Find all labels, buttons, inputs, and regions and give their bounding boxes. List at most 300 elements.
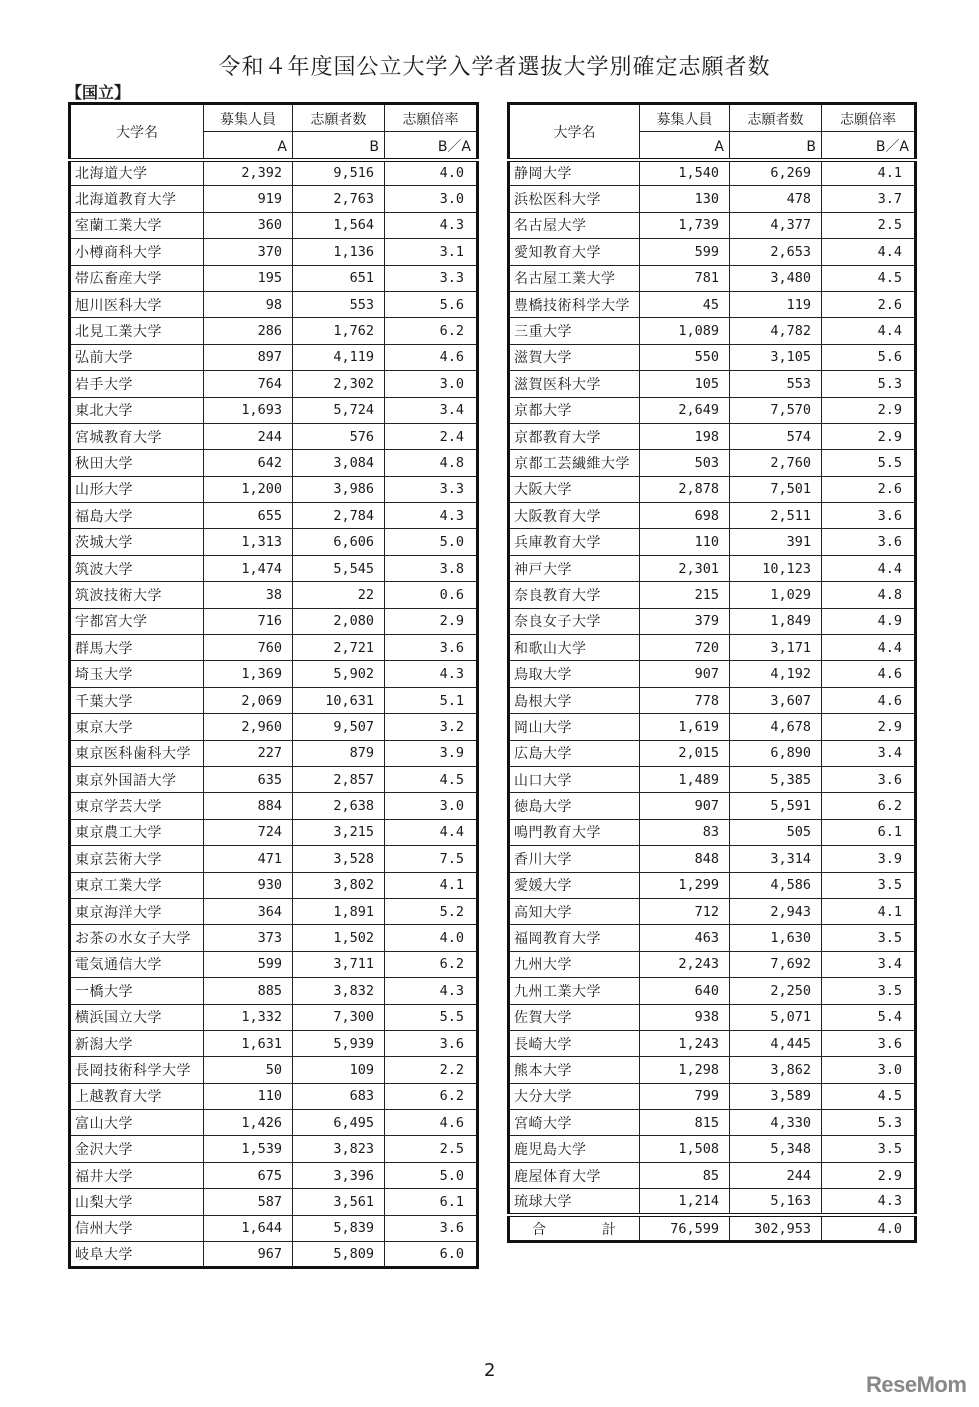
table-row	[70, 925, 478, 951]
ratio-value: 4.1	[822, 160, 916, 186]
university-name: 香川大学	[509, 846, 640, 872]
applicants-value: 5,348	[730, 1136, 822, 1162]
university-name: 神戸大学	[509, 555, 640, 581]
ratio-value: 5.4	[822, 1004, 916, 1030]
capacity-value: 760	[204, 635, 293, 661]
capacity-value: 599	[640, 239, 730, 265]
applicants-value: 2,302	[293, 371, 385, 397]
table-row	[70, 846, 478, 872]
capacity-value: 1,426	[204, 1110, 293, 1136]
capacity-value: 907	[640, 661, 730, 687]
table-row	[509, 212, 916, 238]
table-row	[509, 898, 916, 924]
table-row	[70, 265, 478, 291]
university-name: 北海道大学	[70, 160, 204, 186]
applicants-value: 478	[730, 186, 822, 212]
total-row	[509, 1215, 916, 1241]
capacity-value: 897	[204, 344, 293, 370]
capacity-value: 286	[204, 318, 293, 344]
applicants-value: 3,528	[293, 846, 385, 872]
ratio-value: 5.5	[822, 450, 916, 476]
capacity-value: 1,693	[204, 397, 293, 423]
ratio-value: 4.0	[385, 925, 478, 951]
university-name: 山口大学	[509, 766, 640, 792]
capacity-value: 599	[204, 951, 293, 977]
ratio-value: 3.5	[822, 872, 916, 898]
university-name: 兵庫教育大学	[509, 529, 640, 555]
applicants-value: 5,839	[293, 1215, 385, 1241]
applicants-value: 1,762	[293, 318, 385, 344]
applicants-value: 4,782	[730, 318, 822, 344]
capacity-value: 105	[640, 371, 730, 397]
applicants-value: 3,215	[293, 819, 385, 845]
capacity-value: 1,298	[640, 1057, 730, 1083]
table-row	[70, 978, 478, 1004]
university-name: 信州大学	[70, 1215, 204, 1241]
applicants-value: 9,516	[293, 160, 385, 186]
table-row	[70, 740, 478, 766]
applicants-value: 1,136	[293, 239, 385, 265]
table-row	[509, 978, 916, 1004]
university-name: 愛媛大学	[509, 872, 640, 898]
applicants-value: 553	[730, 371, 822, 397]
ratio-value: 2.6	[822, 291, 916, 317]
table-row	[509, 872, 916, 898]
capacity-value: 720	[640, 635, 730, 661]
university-name: 秋田大学	[70, 450, 204, 476]
table-row	[509, 1189, 916, 1215]
table-row	[509, 687, 916, 713]
capacity-value: 655	[204, 503, 293, 529]
applicants-value: 4,119	[293, 344, 385, 370]
table-row	[509, 291, 916, 317]
applicants-value: 7,501	[730, 476, 822, 502]
table-row	[70, 793, 478, 819]
table-row	[509, 555, 916, 581]
table-row	[70, 1004, 478, 1030]
header-applicants: 志願者数	[293, 104, 385, 132]
capacity-value: 1,313	[204, 529, 293, 555]
ratio-value: 4.1	[385, 872, 478, 898]
applicants-value: 119	[730, 291, 822, 317]
ratio-value: 3.8	[385, 555, 478, 581]
ratio-value: 6.2	[385, 1083, 478, 1109]
table-row	[70, 397, 478, 423]
table-row	[70, 503, 478, 529]
university-name: 豊橋技術科学大学	[509, 291, 640, 317]
university-name: 東北大学	[70, 397, 204, 423]
university-name: 琉球大学	[509, 1189, 640, 1215]
ratio-value: 3.0	[385, 793, 478, 819]
capacity-value: 2,301	[640, 555, 730, 581]
table-row	[70, 766, 478, 792]
capacity-value: 98	[204, 291, 293, 317]
capacity-value: 370	[204, 239, 293, 265]
university-name: 富山大学	[70, 1110, 204, 1136]
ratio-value: 3.4	[822, 740, 916, 766]
ratio-value: 3.6	[822, 1030, 916, 1056]
applicants-table-right	[507, 102, 917, 1243]
ratio-value: 2.9	[385, 608, 478, 634]
university-name: 広島大学	[509, 740, 640, 766]
capacity-value: 642	[204, 450, 293, 476]
university-name: 鳴門教育大学	[509, 819, 640, 845]
applicants-value: 2,080	[293, 608, 385, 634]
applicants-value: 10,631	[293, 687, 385, 713]
capacity-value: 716	[204, 608, 293, 634]
table-row	[70, 291, 478, 317]
capacity-value: 778	[640, 687, 730, 713]
capacity-value: 503	[640, 450, 730, 476]
university-name: 山形大学	[70, 476, 204, 502]
applicants-value: 553	[293, 291, 385, 317]
university-name: 滋賀大学	[509, 344, 640, 370]
ratio-value: 6.2	[385, 318, 478, 344]
applicants-value: 10,123	[730, 555, 822, 581]
applicants-value: 1,849	[730, 608, 822, 634]
capacity-value: 698	[640, 503, 730, 529]
table-row	[70, 344, 478, 370]
resemom-logo: ReseMom	[866, 1372, 967, 1397]
applicants-value: 3,171	[730, 635, 822, 661]
applicants-value: 244	[730, 1162, 822, 1188]
ratio-value: 5.0	[385, 1162, 478, 1188]
table-row	[509, 925, 916, 951]
capacity-value: 712	[640, 898, 730, 924]
applicants-value: 1,564	[293, 212, 385, 238]
university-name: 和歌山大学	[509, 635, 640, 661]
ratio-value: 4.6	[385, 1110, 478, 1136]
applicants-value: 5,071	[730, 1004, 822, 1030]
table-row	[509, 661, 916, 687]
applicants-value: 3,561	[293, 1189, 385, 1215]
university-name: 鹿屋体育大学	[509, 1162, 640, 1188]
table-row	[70, 555, 478, 581]
university-name: 宇都宮大学	[70, 608, 204, 634]
capacity-value: 1,200	[204, 476, 293, 502]
university-name: 群馬大学	[70, 635, 204, 661]
applicants-value: 651	[293, 265, 385, 291]
capacity-value: 2,878	[640, 476, 730, 502]
table-row	[509, 714, 916, 740]
ratio-value: 3.6	[822, 766, 916, 792]
table-row	[70, 898, 478, 924]
ratio-value: 4.0	[385, 160, 478, 186]
header-university-name: 大学名	[70, 104, 204, 160]
header-ratio: 志願倍率	[385, 104, 478, 132]
ratio-value: 3.0	[385, 371, 478, 397]
table-row	[70, 423, 478, 449]
university-name: 名古屋大学	[509, 212, 640, 238]
capacity-value: 195	[204, 265, 293, 291]
applicants-value: 683	[293, 1083, 385, 1109]
table-row	[509, 740, 916, 766]
ratio-value: 3.9	[385, 740, 478, 766]
applicants-value: 4,678	[730, 714, 822, 740]
university-name: 千葉大学	[70, 687, 204, 713]
applicants-value: 3,314	[730, 846, 822, 872]
university-name: 鳥取大学	[509, 661, 640, 687]
header-capacity: 募集人員	[204, 104, 293, 132]
ratio-value: 6.2	[385, 951, 478, 977]
table-row	[70, 1136, 478, 1162]
ratio-value: 2.9	[822, 397, 916, 423]
applicants-value: 2,784	[293, 503, 385, 529]
ratio-value: 4.3	[385, 503, 478, 529]
ratio-value: 2.4	[385, 423, 478, 449]
university-name: 旭川医科大学	[70, 291, 204, 317]
applicants-value: 505	[730, 819, 822, 845]
capacity-value: 45	[640, 291, 730, 317]
capacity-value: 85	[640, 1162, 730, 1188]
ratio-value: 5.0	[385, 529, 478, 555]
applicants-value: 22	[293, 582, 385, 608]
capacity-value: 2,015	[640, 740, 730, 766]
applicants-value: 3,105	[730, 344, 822, 370]
applicants-value: 3,711	[293, 951, 385, 977]
table-row	[70, 371, 478, 397]
ratio-value: 4.3	[385, 978, 478, 1004]
applicants-value: 1,891	[293, 898, 385, 924]
ratio-value: 2.9	[822, 714, 916, 740]
capacity-value: 587	[204, 1189, 293, 1215]
ratio-value: 6.2	[822, 793, 916, 819]
table-row	[509, 1030, 916, 1056]
applicants-value: 3,823	[293, 1136, 385, 1162]
table-row	[509, 371, 916, 397]
university-name: 東京大学	[70, 714, 204, 740]
ratio-value: 5.3	[822, 371, 916, 397]
applicants-value: 4,445	[730, 1030, 822, 1056]
applicants-value: 2,638	[293, 793, 385, 819]
ratio-value: 4.6	[822, 687, 916, 713]
applicants-value: 1,630	[730, 925, 822, 951]
ratio-value: 5.1	[385, 687, 478, 713]
applicants-value: 6,495	[293, 1110, 385, 1136]
capacity-value: 550	[640, 344, 730, 370]
applicants-value: 3,607	[730, 687, 822, 713]
university-name: 浜松医科大学	[509, 186, 640, 212]
university-name: 横浜国立大学	[70, 1004, 204, 1030]
table-row	[70, 608, 478, 634]
university-name: 三重大学	[509, 318, 640, 344]
university-name: 徳島大学	[509, 793, 640, 819]
university-name: 北見工業大学	[70, 318, 204, 344]
table-row	[70, 582, 478, 608]
university-name: 大分大学	[509, 1083, 640, 1109]
total-label	[509, 1215, 640, 1241]
capacity-value: 1,644	[204, 1215, 293, 1241]
capacity-value: 799	[640, 1083, 730, 1109]
university-name: 九州工業大学	[509, 978, 640, 1004]
applicants-value: 3,480	[730, 265, 822, 291]
university-name: 佐賀大学	[509, 1004, 640, 1030]
capacity-value: 885	[204, 978, 293, 1004]
capacity-value: 1,369	[204, 661, 293, 687]
university-name: 東京農工大学	[70, 819, 204, 845]
applicants-value: 3,589	[730, 1083, 822, 1109]
university-name: 岡山大学	[509, 714, 640, 740]
capacity-value: 1,540	[640, 160, 730, 186]
university-name: 鹿児島大学	[509, 1136, 640, 1162]
ratio-value: 3.6	[822, 503, 916, 529]
capacity-value: 215	[640, 582, 730, 608]
table-row	[509, 793, 916, 819]
ratio-value: 4.5	[822, 1083, 916, 1109]
applicants-value: 5,809	[293, 1242, 385, 1268]
applicants-value: 4,192	[730, 661, 822, 687]
applicants-value: 2,760	[730, 450, 822, 476]
ratio-value: 3.7	[822, 186, 916, 212]
applicants-value: 6,890	[730, 740, 822, 766]
capacity-value: 244	[204, 423, 293, 449]
university-name: 小樽商科大学	[70, 239, 204, 265]
table-row	[509, 344, 916, 370]
ratio-value: 5.5	[385, 1004, 478, 1030]
capacity-value: 724	[204, 819, 293, 845]
ratio-value: 2.9	[822, 1162, 916, 1188]
capacity-value: 110	[204, 1083, 293, 1109]
table-row	[509, 1083, 916, 1109]
university-name: 埼玉大学	[70, 661, 204, 687]
applicants-value: 2,763	[293, 186, 385, 212]
ratio-value: 3.1	[385, 239, 478, 265]
applicants-value: 3,862	[730, 1057, 822, 1083]
table-row	[70, 1057, 478, 1083]
table-row	[70, 212, 478, 238]
table-row	[70, 872, 478, 898]
capacity-value: 2,392	[204, 160, 293, 186]
applicants-value: 2,721	[293, 635, 385, 661]
table-row	[70, 318, 478, 344]
table-row	[509, 635, 916, 661]
table-row	[70, 1083, 478, 1109]
table-row	[70, 1162, 478, 1188]
applicants-value: 7,692	[730, 951, 822, 977]
university-name: 東京学芸大学	[70, 793, 204, 819]
applicants-value: 2,943	[730, 898, 822, 924]
table-row	[509, 819, 916, 845]
capacity-value: 2,069	[204, 687, 293, 713]
ratio-value: 4.6	[822, 661, 916, 687]
capacity-value: 2,960	[204, 714, 293, 740]
ratio-value: 3.5	[822, 925, 916, 951]
table-row	[509, 450, 916, 476]
capacity-value: 227	[204, 740, 293, 766]
university-name: 東京工業大学	[70, 872, 204, 898]
total-label-left: 合	[532, 1221, 546, 1238]
capacity-value: 1,739	[640, 212, 730, 238]
table-row	[70, 714, 478, 740]
university-name: 岐阜大学	[70, 1242, 204, 1268]
ratio-value: 3.5	[822, 1136, 916, 1162]
applicants-value: 1,029	[730, 582, 822, 608]
table-row	[70, 239, 478, 265]
university-name: お茶の水女子大学	[70, 925, 204, 951]
university-name: 東京医科歯科大学	[70, 740, 204, 766]
ratio-value: 4.3	[822, 1189, 916, 1215]
table-row	[70, 1242, 478, 1268]
capacity-value: 360	[204, 212, 293, 238]
applicants-value: 7,300	[293, 1004, 385, 1030]
university-name: 福岡教育大学	[509, 925, 640, 951]
ratio-value: 4.8	[822, 582, 916, 608]
university-name: 奈良教育大学	[509, 582, 640, 608]
table-row	[70, 1030, 478, 1056]
table-row	[509, 1136, 916, 1162]
applicants-value: 2,250	[730, 978, 822, 1004]
ratio-value: 3.6	[385, 1215, 478, 1241]
capacity-value: 1,332	[204, 1004, 293, 1030]
ratio-value: 5.3	[822, 1110, 916, 1136]
ratio-value: 3.3	[385, 476, 478, 502]
table-row	[70, 661, 478, 687]
header-applicants: 志願者数	[730, 104, 822, 132]
applicants-value: 9,507	[293, 714, 385, 740]
ratio-value: 5.6	[822, 344, 916, 370]
ratio-value: 6.1	[385, 1189, 478, 1215]
university-name: 長岡技術科学大学	[70, 1057, 204, 1083]
applicants-value: 3,832	[293, 978, 385, 1004]
table-row	[70, 160, 478, 186]
capacity-value: 919	[204, 186, 293, 212]
applicants-value: 109	[293, 1057, 385, 1083]
university-name: 東京外国語大学	[70, 766, 204, 792]
ratio-value: 3.6	[385, 1030, 478, 1056]
applicants-value: 5,902	[293, 661, 385, 687]
university-name: 名古屋工業大学	[509, 265, 640, 291]
ratio-value: 2.5	[822, 212, 916, 238]
university-name: 弘前大学	[70, 344, 204, 370]
university-name: 帯広畜産大学	[70, 265, 204, 291]
table-row	[509, 1057, 916, 1083]
total-ratio: 4.0	[822, 1215, 916, 1241]
ratio-value: 5.2	[385, 898, 478, 924]
header-applicants-sub: B	[730, 132, 822, 160]
applicants-table-left	[68, 102, 479, 1269]
capacity-value: 1,089	[640, 318, 730, 344]
table-row	[70, 529, 478, 555]
table-body-left	[70, 160, 478, 1268]
capacity-value: 967	[204, 1242, 293, 1268]
capacity-value: 635	[204, 766, 293, 792]
university-name: 滋賀医科大学	[509, 371, 640, 397]
applicants-value: 7,570	[730, 397, 822, 423]
capacity-value: 1,619	[640, 714, 730, 740]
ratio-value: 4.5	[385, 766, 478, 792]
document-title: 令和４年度国公立大学入学者選抜大学別確定志願者数	[218, 55, 771, 80]
applicants-value: 4,330	[730, 1110, 822, 1136]
header-capacity-sub: A	[640, 132, 730, 160]
university-name: 福島大学	[70, 503, 204, 529]
capacity-value: 50	[204, 1057, 293, 1083]
table-row	[70, 951, 478, 977]
university-name: 岩手大学	[70, 371, 204, 397]
university-name: 筑波大学	[70, 555, 204, 581]
ratio-value: 3.5	[822, 978, 916, 1004]
university-name: 電気通信大学	[70, 951, 204, 977]
capacity-value: 83	[640, 819, 730, 845]
applicants-value: 5,385	[730, 766, 822, 792]
table-row	[509, 529, 916, 555]
table-row	[70, 635, 478, 661]
ratio-value: 4.4	[822, 239, 916, 265]
table-row	[509, 1162, 916, 1188]
applicants-value: 3,802	[293, 872, 385, 898]
ratio-value: 6.0	[385, 1242, 478, 1268]
capacity-value: 2,649	[640, 397, 730, 423]
header-capacity-sub: A	[204, 132, 293, 160]
